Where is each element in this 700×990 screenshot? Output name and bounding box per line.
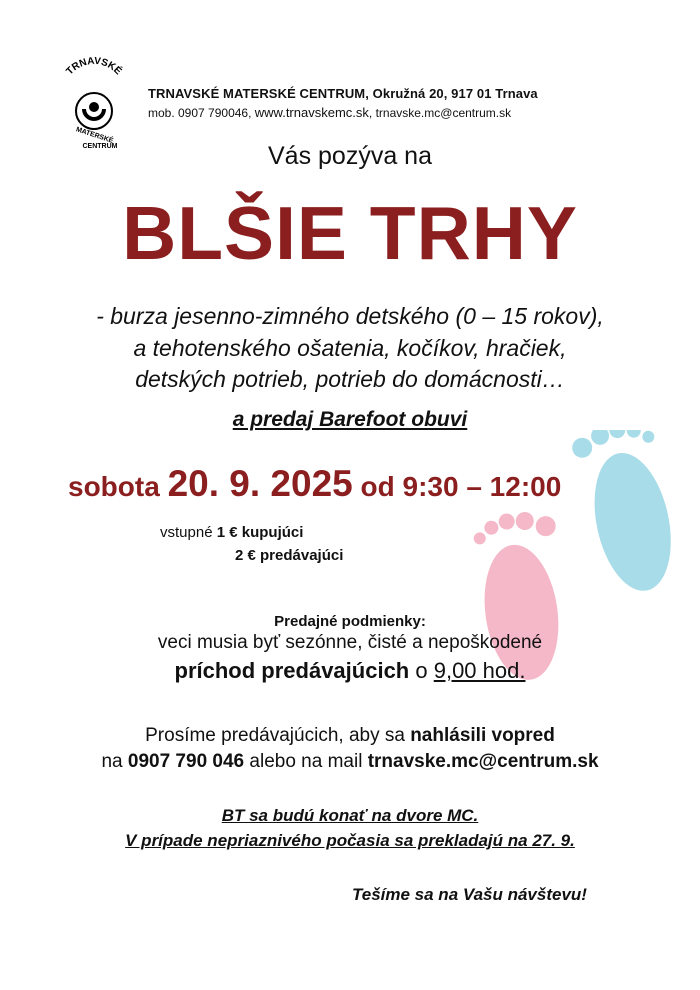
registration-prefix: na <box>101 751 128 772</box>
website-link[interactable]: www.trnavskemc.sk <box>254 105 369 120</box>
conditions-line-2 <box>0 658 700 684</box>
fee-buyer-value: 1 € kupujúci <box>216 524 304 541</box>
fee-buyer <box>160 524 303 541</box>
seller-arrival-mid: o <box>409 658 434 683</box>
venue-line-1: BT sa budú konať na dvore MC. <box>221 806 479 825</box>
venue-line-2: V prípade nepriaznivého počasia sa prekladajú na 27. 9. <box>125 831 575 850</box>
email-text: , trnavske.mc@centrum.sk <box>368 106 512 120</box>
fee-label: vstupné <box>160 524 217 541</box>
closing-text: Tešíme sa na Vašu návštevu! <box>352 885 587 904</box>
registration-mid: alebo na mail <box>244 751 368 772</box>
registration-line-1 <box>0 725 700 747</box>
barefoot-sale-text: a predaj Barefoot obuvi <box>232 408 468 431</box>
svg-text:TRNAVSKÉ <box>64 56 125 78</box>
registration-text: Prosíme predávajúcich, aby sa <box>145 725 411 746</box>
fee-seller: 2 € predávajúci <box>235 547 344 564</box>
event-time: 9:30 – 12:00 <box>402 471 562 502</box>
description-line-2: a tehotenského ošatenia, kočíkov, hračiek, <box>133 335 567 361</box>
contact-line <box>148 105 511 120</box>
phone-text: mob. 0907 790046, <box>148 106 255 120</box>
event-from: od <box>352 471 403 502</box>
invite-text: Vás pozýva na <box>268 142 432 170</box>
registration-emphasis: nahlásili vopred <box>410 725 555 746</box>
registration-email[interactable]: trnavske.mc@centrum.sk <box>367 751 599 772</box>
logo-top-text: TRNAVSKÉ <box>64 55 124 78</box>
seller-arrival-time: 9,00 hod. <box>433 658 526 683</box>
description-line-3: detských potrieb, potrieb do domácnosti… <box>135 366 565 392</box>
logo-bottom-text-1: MATERSKÉ <box>74 126 114 145</box>
seller-arrival-label: príchod predávajúcich <box>174 658 410 683</box>
description-line-1: - burza jesenno-zimného detského (0 – 15 rokov), <box>96 303 604 329</box>
organization-address: TRNAVSKÉ MATERSKÉ CENTRUM, Okružná 20, 917 01 Trnava <box>148 86 538 101</box>
logo-bottom-text-2: CENTRUM <box>82 143 118 150</box>
event-date: 20. 9. 2025 <box>167 463 353 504</box>
conditions-line-1: veci musia byť sezónne, čisté a nepoškodené <box>157 632 543 653</box>
event-day: sobota <box>68 471 168 502</box>
conditions-heading: Predajné podmienky: <box>274 613 426 630</box>
registration-phone: 0907 790 046 <box>127 751 245 772</box>
page-title: BLŠIE TRHY <box>122 191 578 275</box>
trnavske-mc-logo <box>55 55 133 155</box>
event-date-time <box>68 465 561 502</box>
registration-line-2 <box>0 751 700 773</box>
